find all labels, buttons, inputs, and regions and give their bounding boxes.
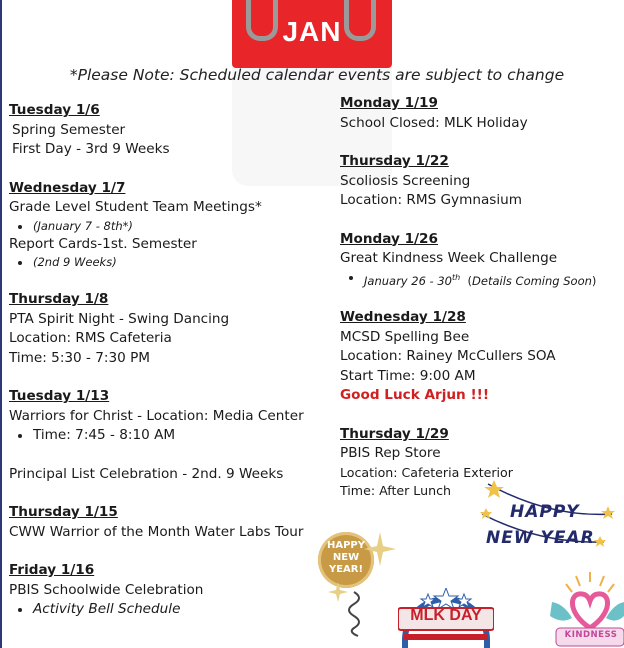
event-line: Location: RMS Cafeteria bbox=[9, 330, 172, 346]
event-date: Tuesday 1/6 bbox=[9, 102, 100, 118]
event-line: CWW Warrior of the Month Water Labs Tour bbox=[9, 523, 304, 540]
event-jan-13 bbox=[9, 387, 339, 484]
event-line: Location: RMS Gymnasium bbox=[340, 192, 523, 208]
event-bullet: Time: 7:45 - 8:10 AM bbox=[9, 426, 339, 446]
gold-balloon-line: NEW bbox=[332, 552, 360, 563]
event-line: Scoliosis Screening bbox=[340, 172, 471, 189]
event-date: Thursday 1/8 bbox=[9, 291, 109, 307]
mlk-day-text: MLK DAY bbox=[410, 607, 482, 624]
event-line: Report Cards-1st. Semester bbox=[9, 235, 197, 252]
event-jan-8 bbox=[9, 290, 339, 368]
highlight-message: Good Luck Arjun !!! bbox=[340, 387, 490, 404]
event-line: Great Kindness Week Challenge bbox=[340, 250, 558, 266]
event-bullet bbox=[340, 269, 620, 290]
event-line: Start Time: 9:00 AM bbox=[340, 367, 476, 384]
event-line: Spring Semester bbox=[12, 121, 126, 138]
event-line: Location: Rainey McCullers SOA bbox=[340, 348, 556, 365]
event-date: Monday 1/19 bbox=[340, 95, 438, 111]
event-bullet: Activity Bell Schedule bbox=[9, 600, 339, 620]
gold-balloon-line: HAPPY bbox=[326, 540, 365, 551]
event-line: PBIS Schoolwide Celebration bbox=[9, 581, 204, 598]
gold-balloon-line: YEAR! bbox=[328, 564, 364, 575]
right-column bbox=[340, 94, 620, 519]
event-line: First Day - 3rd 9 Weeks bbox=[12, 141, 170, 157]
page-border bbox=[0, 0, 2, 648]
event-line: School Closed: MLK Holiday bbox=[340, 114, 528, 131]
event-line: MCSD Spelling Bee bbox=[340, 328, 470, 345]
event-date: Thursday 1/22 bbox=[340, 153, 449, 169]
event-line: PTA Spirit Night - Swing Dancing bbox=[9, 310, 230, 327]
event-date: Friday 1/16 bbox=[9, 562, 95, 578]
bullet-detail-text: Details Coming Soon bbox=[472, 273, 592, 288]
bullet-date-range: January 26 - 30 bbox=[364, 273, 452, 288]
left-column bbox=[9, 101, 339, 639]
event-line: Grade Level Student Team Meetings* bbox=[9, 199, 262, 215]
event-bullet: (2nd 9 Weeks) bbox=[9, 254, 339, 271]
event-jan-26 bbox=[340, 230, 620, 290]
event-jan-7 bbox=[9, 179, 339, 272]
event-jan-28 bbox=[340, 308, 620, 406]
event-date: Tuesday 1/13 bbox=[9, 388, 110, 404]
event-jan-15 bbox=[9, 503, 339, 542]
event-date: Wednesday 1/7 bbox=[9, 179, 126, 196]
event-jan-22 bbox=[340, 152, 620, 211]
event-date: Thursday 1/15 bbox=[9, 504, 118, 520]
event-date: Wednesday 1/28 bbox=[340, 309, 466, 326]
event-line: Time: 5:30 - 7:30 PM bbox=[9, 349, 151, 366]
kindness-text: KINDNESS bbox=[564, 630, 618, 640]
bullet-detail: (Details Coming Soon) bbox=[467, 273, 597, 288]
event-line: Location: Cafeteria Exterior bbox=[340, 464, 513, 480]
banner-word-new-year: NEW YEAR bbox=[486, 528, 595, 548]
event-line: PBIS Rep Store bbox=[340, 445, 441, 462]
calendar-month: JAN bbox=[282, 16, 342, 47]
schedule-note: *Please Note: Scheduled calendar events are subject to change bbox=[69, 66, 565, 84]
event-bullet: (January 7 - 8th*) bbox=[9, 218, 339, 235]
event-line: Warriors for Christ - Location: Media Center bbox=[9, 407, 304, 424]
event-jan-16 bbox=[9, 561, 339, 620]
event-jan-6 bbox=[9, 101, 339, 160]
sparkle-icon bbox=[328, 530, 398, 640]
bullet-superscript: th bbox=[451, 272, 461, 282]
event-line: Time: After Lunch bbox=[340, 482, 451, 498]
banner-word-happy: HAPPY bbox=[510, 502, 580, 522]
event-date: Thursday 1/29 bbox=[340, 425, 449, 442]
event-jan-19 bbox=[340, 94, 620, 133]
event-line: Principal List Celebration - 2nd. 9 Weeks bbox=[9, 465, 284, 482]
event-date: Monday 1/26 bbox=[340, 230, 438, 247]
